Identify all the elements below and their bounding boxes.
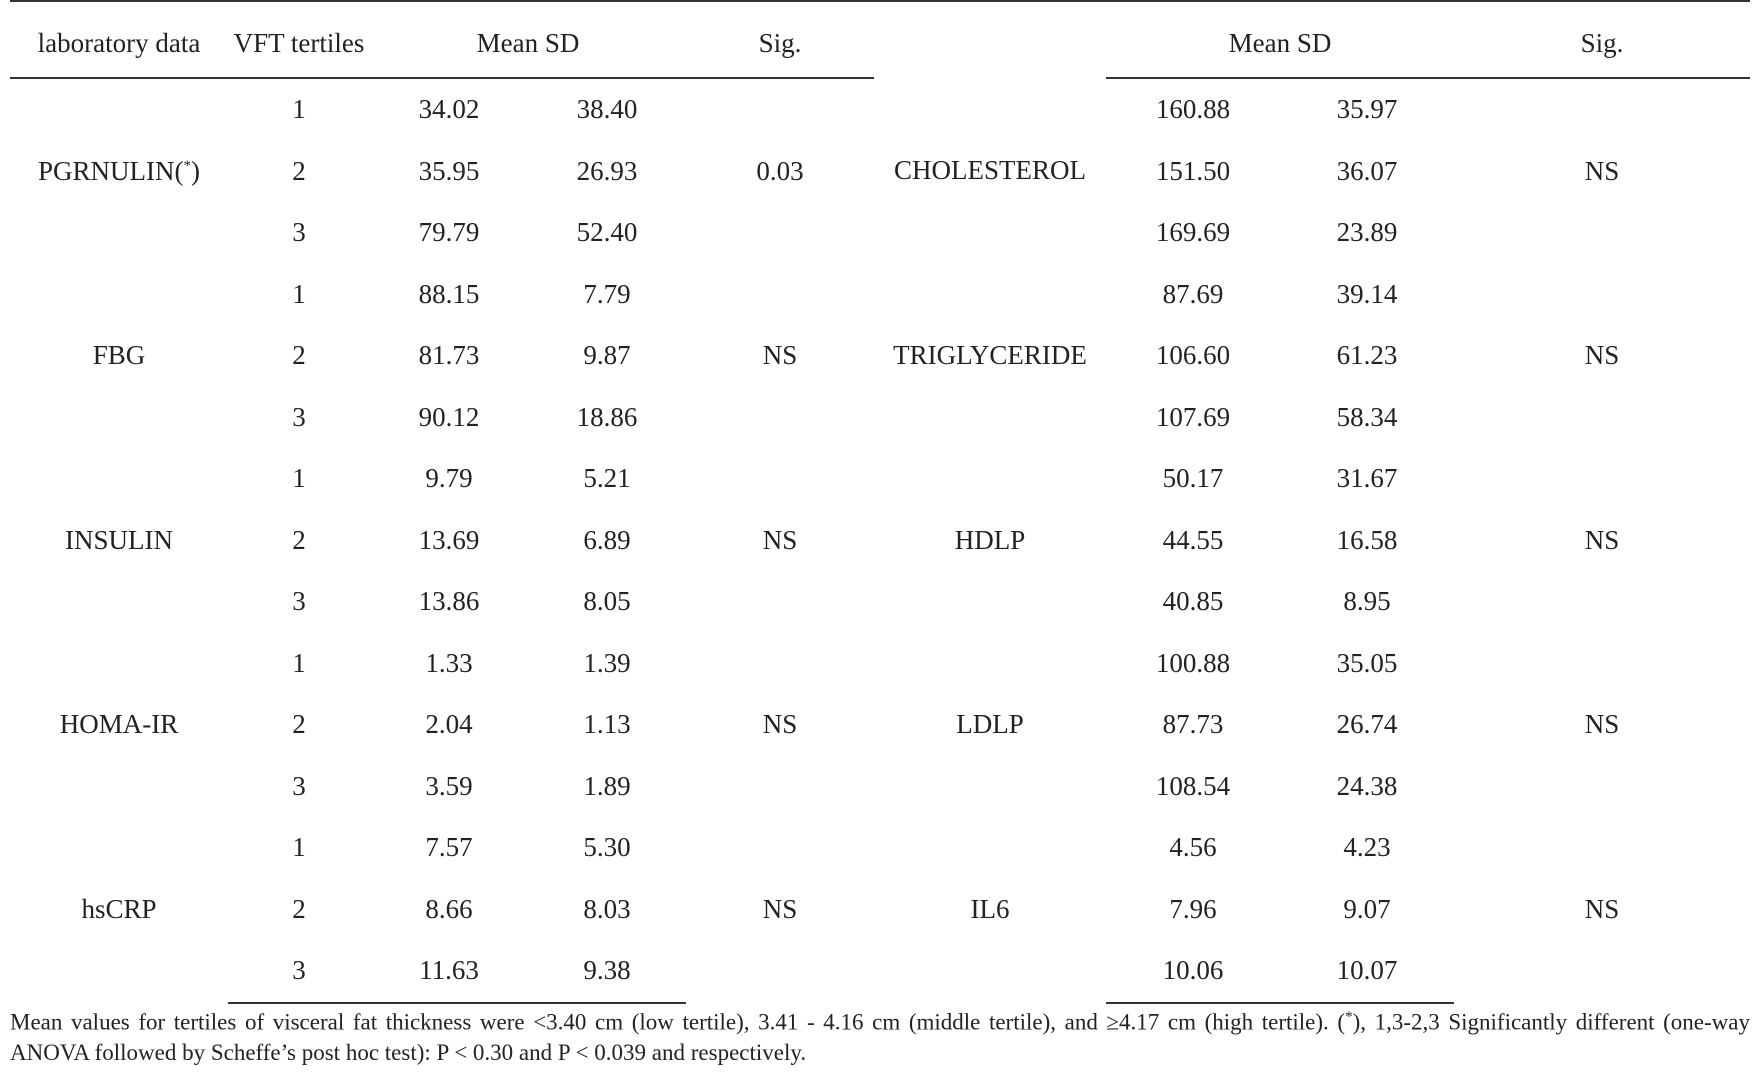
mean-cell: 8.66 <box>425 893 473 924</box>
right-sd-cell: 35.05 <box>1336 647 1398 678</box>
right-sd-cell: 36.07 <box>1336 155 1398 186</box>
header-sig-left: Sig. <box>686 9 874 78</box>
right-sig-cell: NS <box>1584 155 1620 186</box>
tertile-cell: 1 <box>292 463 306 494</box>
right-lab-name-cell: TRIGLYCERIDE <box>893 340 1087 371</box>
right-mean-cell: 87.69 <box>1162 278 1224 309</box>
tertile-cell: 2 <box>292 340 306 371</box>
right-sd-cell: 9.07 <box>1343 893 1391 924</box>
right-lab-name-cell: LDLP <box>956 709 1024 740</box>
mean-cell: 34.02 <box>418 94 480 125</box>
results-table-wrapper <box>10 0 1750 1004</box>
header-mean-sd-right: Mean SD <box>1106 9 1454 78</box>
lab-name-cell: FBG <box>92 340 146 371</box>
right-lab-name-cell: CHOLESTEROL <box>894 155 1086 186</box>
header-vft-tertiles: VFT tertiles <box>228 9 370 78</box>
table-row <box>10 78 1750 141</box>
tertile-cell: 2 <box>292 893 306 924</box>
sd-cell: 1.13 <box>583 709 631 740</box>
right-mean-cell: 4.56 <box>1169 832 1217 863</box>
tertile-cell: 1 <box>292 278 306 309</box>
sd-cell: 8.05 <box>583 586 631 617</box>
results-table <box>10 0 1750 1004</box>
right-sd-cell: 4.23 <box>1343 832 1391 863</box>
tertile-cell: 1 <box>292 647 306 678</box>
sd-cell: 8.03 <box>583 893 631 924</box>
mean-cell: 90.12 <box>418 401 480 432</box>
table-row <box>10 264 1750 326</box>
right-mean-cell: 106.60 <box>1155 340 1231 371</box>
right-mean-cell: 107.69 <box>1155 401 1231 432</box>
sd-cell: 26.93 <box>576 155 638 186</box>
right-mean-cell: 160.88 <box>1155 94 1231 125</box>
tertile-cell: 3 <box>228 940 370 1003</box>
right-sd-cell: 16.58 <box>1336 524 1398 555</box>
mean-cell: 81.73 <box>418 340 480 371</box>
sd-cell: 18.86 <box>576 401 638 432</box>
sd-cell: 38.40 <box>576 94 638 125</box>
header-mean-sd-left: Mean SD <box>370 9 686 78</box>
right-mean-cell: 10.06 <box>1106 940 1280 1003</box>
mean-cell: 79.79 <box>418 217 480 248</box>
tertile-cell: 3 <box>292 586 306 617</box>
right-sd-cell: 23.89 <box>1336 217 1398 248</box>
lab-name-cell: hsCRP <box>81 894 157 925</box>
header-sig-right: Sig. <box>1454 9 1750 78</box>
right-lab-name-cell: HDLP <box>954 524 1026 555</box>
table-row <box>10 817 1750 879</box>
right-sd-cell: 58.34 <box>1336 401 1398 432</box>
table-row <box>10 448 1750 510</box>
sd-cell: 1.39 <box>583 647 631 678</box>
right-sd-cell: 8.95 <box>1343 586 1391 617</box>
right-sd-cell: 39.14 <box>1336 278 1398 309</box>
sig-cell: NS <box>762 524 798 555</box>
tertile-cell: 2 <box>292 155 306 186</box>
right-mean-cell: 100.88 <box>1155 647 1231 678</box>
tertile-cell: 2 <box>292 524 306 555</box>
lab-name-cell: PGRNULIN(*) <box>38 155 200 186</box>
right-sd-cell: 26.74 <box>1336 709 1398 740</box>
tertile-cell: 1 <box>292 832 306 863</box>
lab-name-cell: HOMA-IR <box>59 709 179 740</box>
sd-cell: 9.38 <box>528 940 686 1003</box>
sig-cell: NS <box>762 894 798 925</box>
right-sd-cell: 35.97 <box>1336 94 1398 125</box>
right-mean-cell: 40.85 <box>1162 586 1224 617</box>
sd-cell: 52.40 <box>576 217 638 248</box>
mean-cell: 9.79 <box>425 463 473 494</box>
right-mean-cell: 44.55 <box>1162 524 1224 555</box>
sig-cell: 0.03 <box>756 155 804 186</box>
table-row <box>10 633 1750 695</box>
right-mean-cell: 87.73 <box>1162 709 1224 740</box>
top-rule <box>10 1 1750 9</box>
tertile-cell: 1 <box>292 94 306 125</box>
right-lab-name-cell: IL6 <box>970 894 1010 925</box>
right-sd-cell: 31.67 <box>1336 463 1398 494</box>
right-sd-cell: 10.07 <box>1280 940 1454 1003</box>
mean-cell: 7.57 <box>425 832 473 863</box>
sd-cell: 5.30 <box>583 832 631 863</box>
right-sd-cell: 24.38 <box>1336 770 1398 801</box>
right-mean-cell: 169.69 <box>1155 217 1231 248</box>
mean-cell: 3.59 <box>425 770 473 801</box>
mean-cell: 1.33 <box>425 647 473 678</box>
right-mean-cell: 108.54 <box>1155 770 1231 801</box>
tertile-cell: 2 <box>292 709 306 740</box>
right-sig-cell: NS <box>1584 709 1620 740</box>
right-mean-cell: 50.17 <box>1162 463 1224 494</box>
mean-cell: 13.86 <box>418 586 480 617</box>
right-sig-cell: NS <box>1584 524 1620 555</box>
tertile-cell: 3 <box>292 217 306 248</box>
sd-cell: 5.21 <box>583 463 631 494</box>
right-mean-cell: 7.96 <box>1169 893 1217 924</box>
right-mean-cell: 151.50 <box>1155 155 1231 186</box>
mean-cell: 88.15 <box>418 278 480 309</box>
sd-cell: 6.89 <box>583 524 631 555</box>
mean-cell: 2.04 <box>425 709 473 740</box>
mean-cell: 35.95 <box>418 155 480 186</box>
right-sd-cell: 61.23 <box>1336 340 1398 371</box>
sd-cell: 7.79 <box>583 278 631 309</box>
tertile-cell: 3 <box>292 770 306 801</box>
sd-cell: 1.89 <box>583 770 631 801</box>
sig-cell: NS <box>762 709 798 740</box>
right-sig-cell: NS <box>1584 340 1620 371</box>
tertile-cell: 3 <box>292 401 306 432</box>
right-sig-cell: NS <box>1584 894 1620 925</box>
mean-cell: 11.63 <box>370 940 528 1003</box>
header-laboratory-data: laboratory data <box>10 9 228 78</box>
table-footnote: Mean values for tertiles of visceral fat thickness were <3.40 cm (low tertile), 3.41 - 4.16 cm (middle tertile), and ≥4.17 cm (high tertile). (*), 1,3-2,3 Significantly different (one-way ANOVA followed by Scheffe’s post hoc test): P < 0.30 and P < 0.039 and respectively. <box>10 1009 1750 1065</box>
header-gap <box>874 9 1106 78</box>
sd-cell: 9.87 <box>583 340 631 371</box>
sig-cell: NS <box>762 340 798 371</box>
lab-name-cell: INSULIN <box>65 524 173 555</box>
mean-cell: 13.69 <box>418 524 480 555</box>
